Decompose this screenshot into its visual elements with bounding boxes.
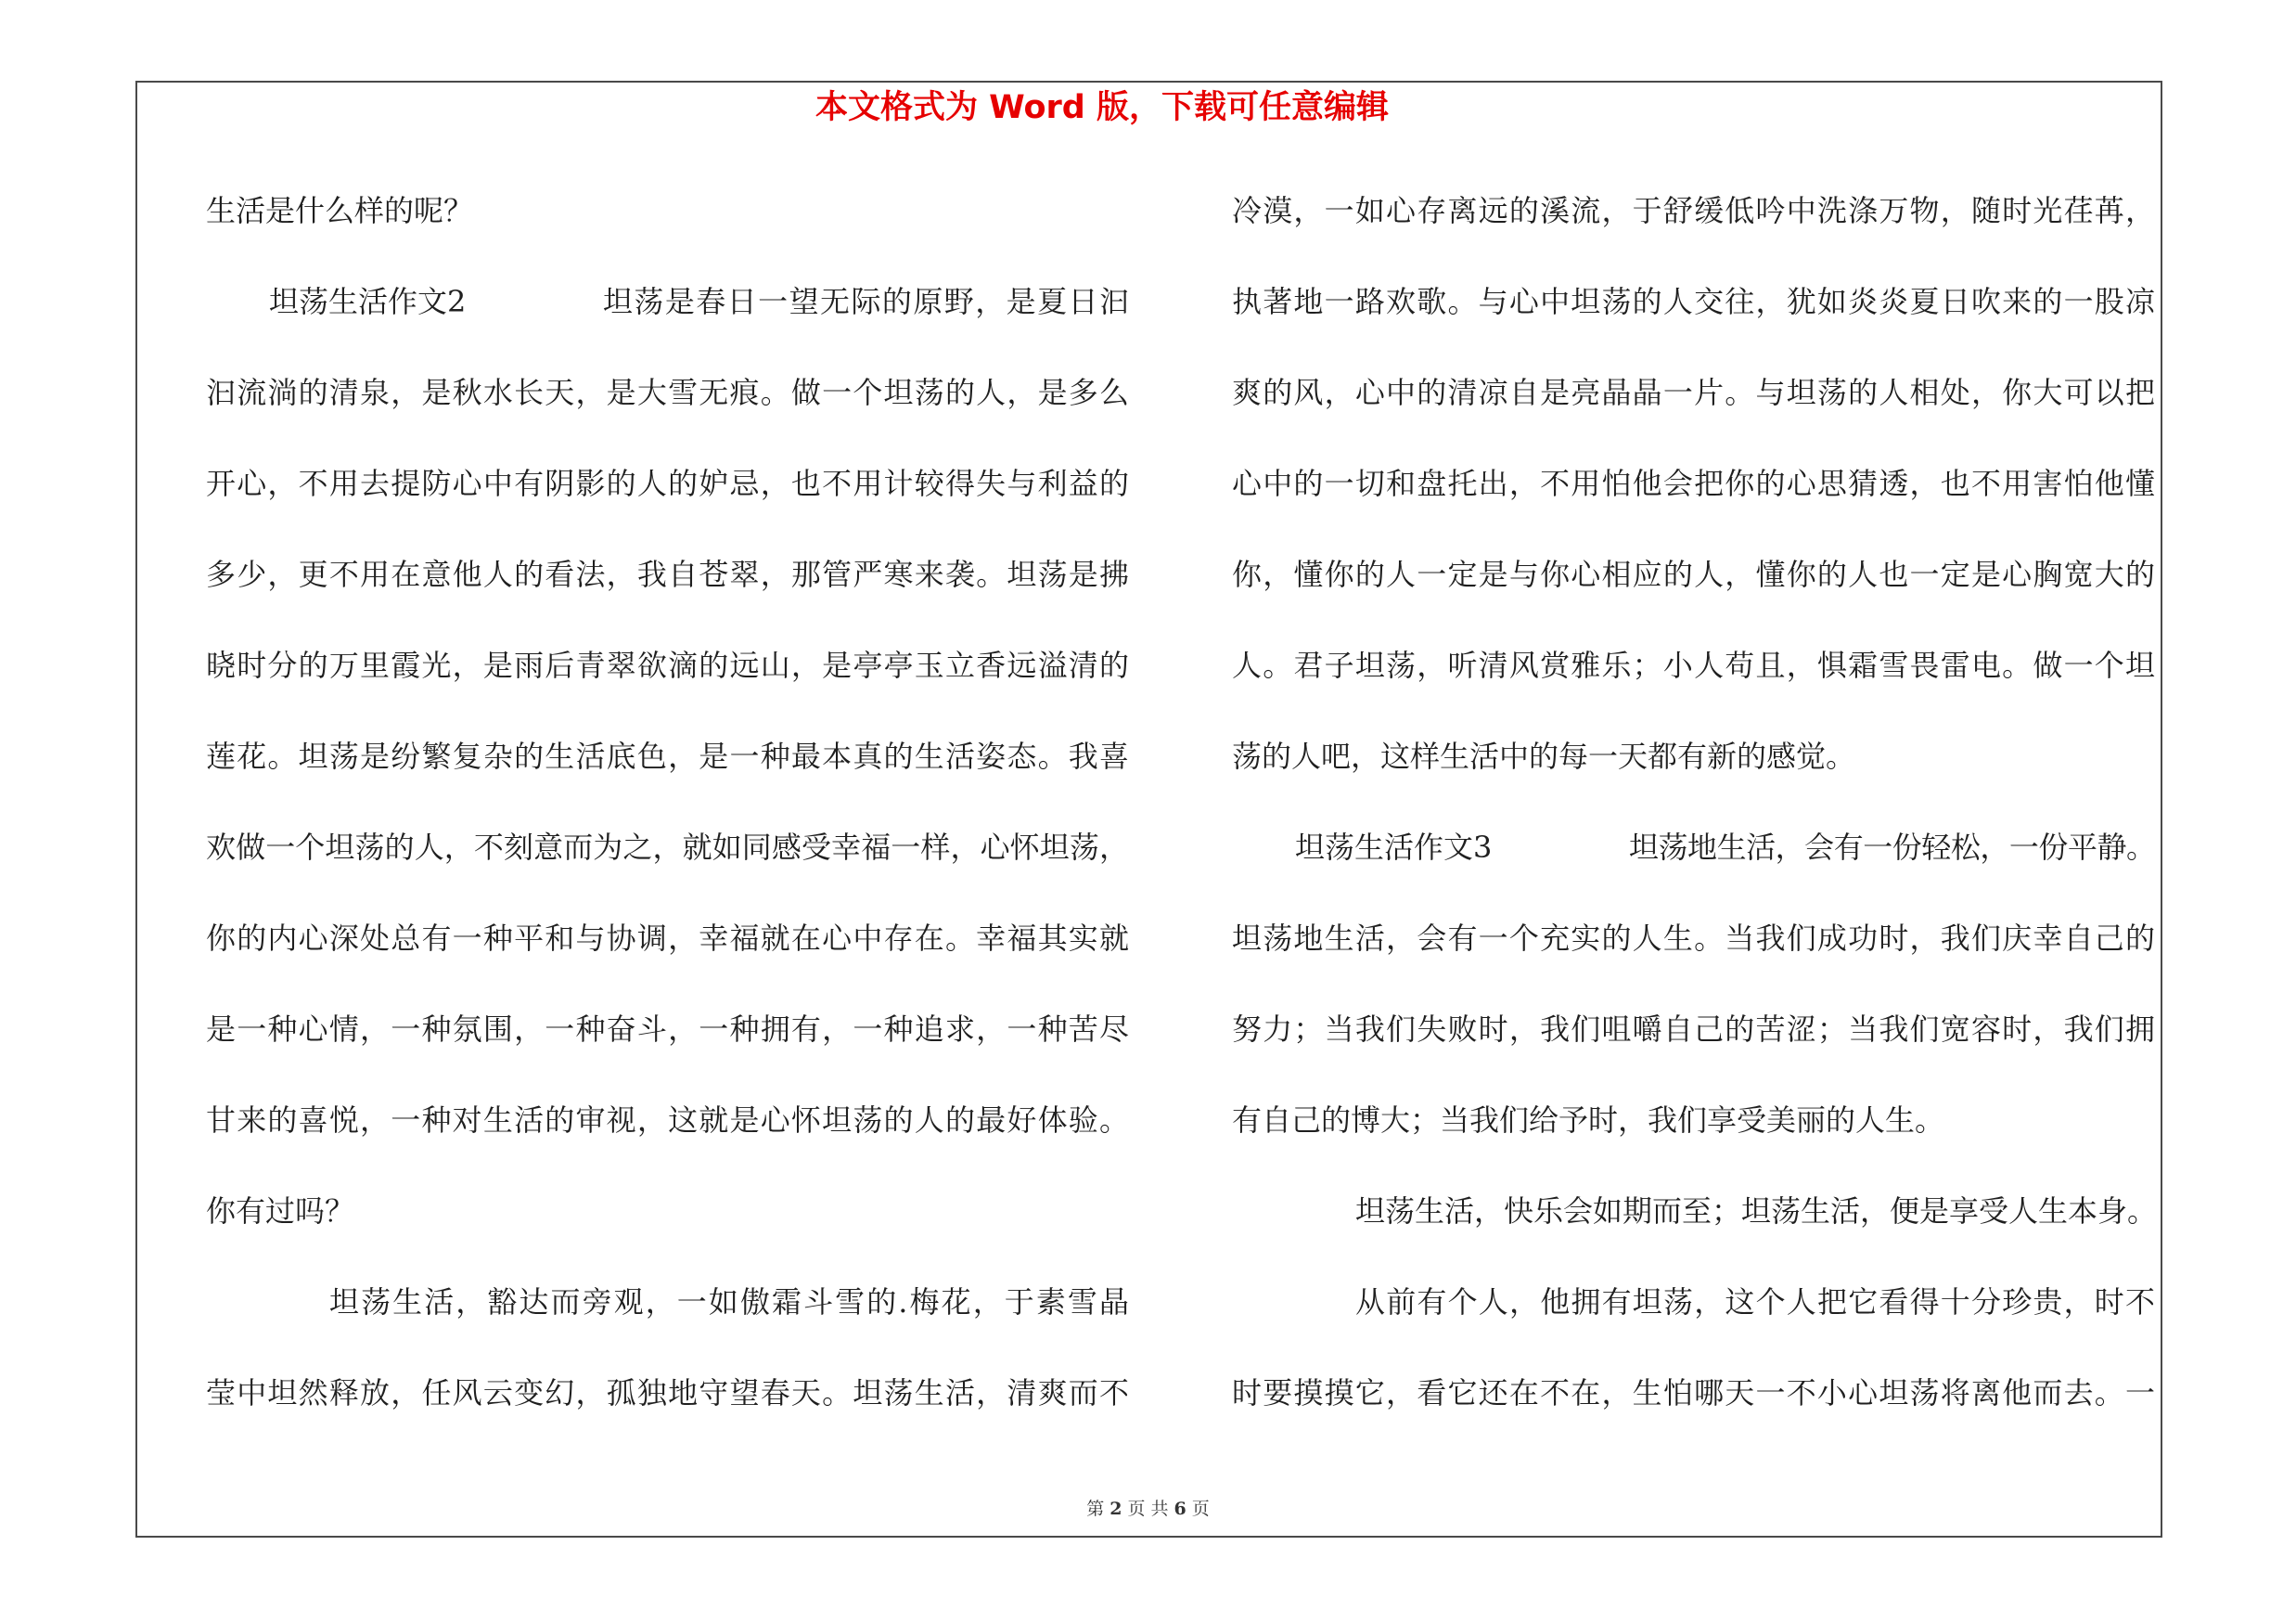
page-suffix: 页 (1191, 1499, 1210, 1519)
text-line: 从前有个人，他拥有坦荡，这个人把它看得十分珍贵，时不 (1355, 1284, 2155, 1320)
text-line: 是一种心情，一种氛围，一种奋斗，一种拥有，一种追求，一种苦尽 (206, 1011, 1129, 1047)
text-line: 人。君子坦荡，听清风赏雅乐；小人苟且，惧霜雪畏雷电。做一个坦 (1232, 648, 2155, 683)
text-line: 生活是什么样的呢？ (206, 193, 474, 228)
page-middle: 页 共 (1127, 1499, 1169, 1519)
text-line: 冷漠，一如心存离远的溪流，于舒缓低吟中洗涤万物，随时光荏苒， (1232, 193, 2155, 228)
text-line: 努力；当我们失败时，我们咀嚼自己的苦涩；当我们宽容时，我们拥 (1232, 1011, 2155, 1047)
text-line: 坦荡是春日一望无际的原野，是夏日汩 (603, 284, 1129, 319)
page-prefix: 第 (1086, 1499, 1105, 1519)
text-line: 有自己的博大；当我们给予时，我们享受美丽的人生。 (1232, 1102, 1945, 1138)
text-line: 开心，不用去提防心中有阴影的人的妒忌，也不用计较得失与利益的 (206, 466, 1129, 501)
text-line: 多少，更不用在意他人的看法，我自苍翠，那管严寒来袭。坦荡是拂 (206, 557, 1129, 592)
total-page-count: 6 (1174, 1499, 1186, 1519)
text-line: 莲花。坦荡是纷繁复杂的生活底色，是一种最本真的生活姿态。我喜 (206, 739, 1129, 774)
essay-heading-line (206, 256, 1129, 347)
text-line: 甘来的喜悦，一种对生活的审视，这就是心怀坦荡的人的最好体验。 (206, 1102, 1129, 1138)
text-line: 荡的人吧，这样生活中的每一天都有新的感觉。 (1232, 739, 1856, 774)
text-line: 坦荡生活，快乐会如期而至；坦荡生活，便是享受人生本身。 (1355, 1193, 2158, 1229)
right-column (1232, 165, 2158, 1438)
text-line: 欢做一个坦荡的人，不刻意而为之，就如同感受幸福一样，心怀坦荡， (206, 830, 1129, 865)
text-line: 你的内心深处总有一种平和与协调，幸福就在心中存在。幸福其实就 (206, 921, 1129, 956)
essay-heading: 坦荡生活作文3 (1295, 830, 1493, 865)
text-line: 坦荡生活，豁达而旁观，一如傲霜斗雪的.梅花，于素雪晶 (329, 1284, 1129, 1320)
text-line: 莹中坦然释放，任风云变幻，孤独地守望春天。坦荡生活，清爽而不 (206, 1375, 1129, 1410)
text-line: 你有过吗？ (206, 1193, 355, 1229)
word-format-notice: 本文格式为 Word 版，下载可任意编辑 (815, 89, 1390, 126)
text-line: 心中的一切和盘托出，不用怕他会把你的心思猜透，也不用害怕他懂 (1232, 466, 2155, 501)
text-line: 时要摸摸它，看它还在不在，生怕哪天一不小心坦荡将离他而去。一 (1232, 1375, 2155, 1410)
left-column (206, 165, 1129, 1438)
text-line: 执著地一路欢歌。与心中坦荡的人交往，犹如炎炎夏日吹来的一股凉 (1232, 284, 2155, 319)
text-line: 汩流淌的清泉，是秋水长天，是大雪无痕。做一个坦荡的人，是多么 (206, 375, 1129, 410)
text-line: 你，懂你的人一定是与你心相应的人，懂你的人也一定是心胸宽大的 (1232, 557, 2155, 592)
page-number-footer (0, 1496, 2296, 1522)
essay-heading-line (1232, 802, 2155, 893)
essay-heading: 坦荡生活作文2 (269, 284, 467, 319)
text-line: 晓时分的万里霞光，是雨后青翠欲滴的远山，是亭亭玉立香远溢清的 (206, 648, 1129, 683)
current-page-number: 2 (1110, 1499, 1122, 1519)
text-line: 爽的风，心中的清凉自是亮晶晶一片。与坦荡的人相处，你大可以把 (1232, 375, 2155, 410)
text-line: 坦荡地生活，会有一个充实的人生。当我们成功时，我们庆幸自己的 (1232, 921, 2155, 956)
text-line: 坦荡地生活，会有一份轻松，一份平静。 (1629, 830, 2155, 865)
